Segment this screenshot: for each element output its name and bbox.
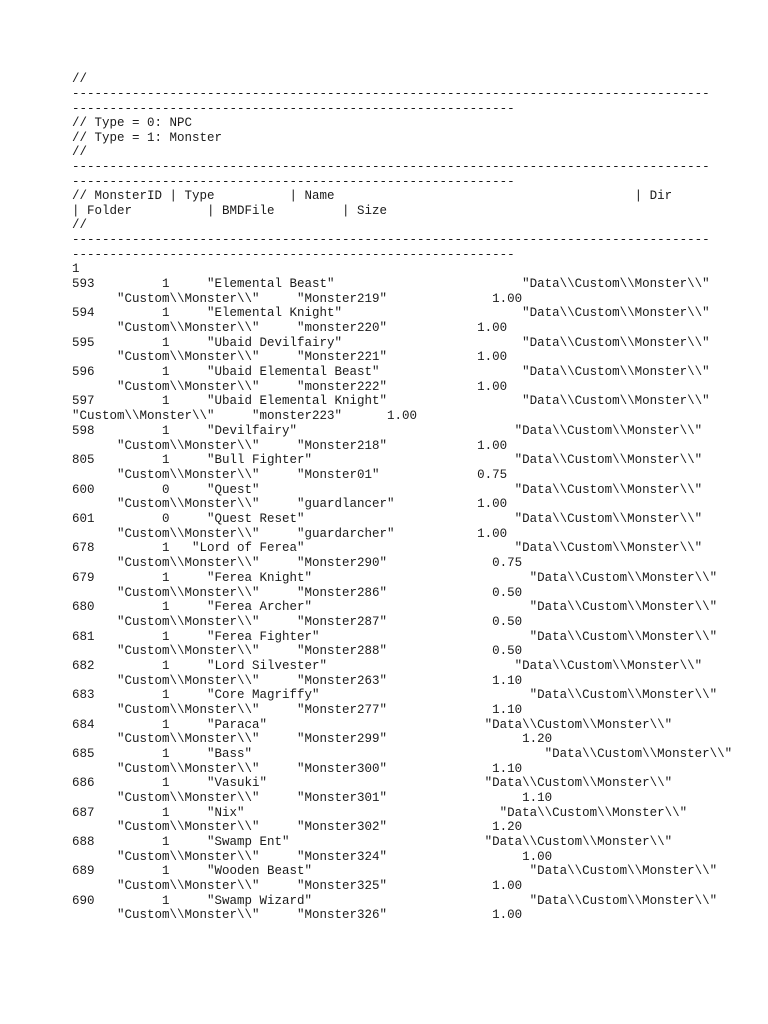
monster-row-line: 805 1 "Bull Fighter" "Data\\Custom\\Monster\\" [72, 453, 703, 467]
separator-line: ------------------------------------------------------------------------------------- [72, 233, 710, 247]
separator-line: ----------------------------------------------------------- [72, 175, 515, 189]
monster-row-line: "Custom\\Monster\\" "Monster288" 0.50 [72, 644, 523, 658]
monster-row-line: 683 1 "Core Magriffy" "Data\\Custom\\Monster\\" [72, 688, 718, 702]
monster-row-line: 679 1 "Ferea Knight" "Data\\Custom\\Monster\\" [72, 571, 718, 585]
monster-row-line: "Custom\\Monster\\" "guardarcher" 1.00 [72, 527, 508, 541]
monster-row-line: 678 1 "Lord of Ferea" "Data\\Custom\\Monster\\" [72, 541, 703, 555]
comment-line: // [72, 218, 88, 232]
monster-row-line: 680 1 "Ferea Archer" "Data\\Custom\\Monster\\" [72, 600, 718, 614]
monster-row-line: "Custom\\Monster\\" "Monster290" 0.75 [72, 556, 523, 570]
separator-line: ------------------------------------------------------------------------------------- [72, 87, 710, 101]
monster-row-line: "Custom\\Monster\\" "Monster301" 1.10 [72, 791, 553, 805]
monster-row-line: "Custom\\Monster\\" "Monster287" 0.50 [72, 615, 523, 629]
monster-row-line: 681 1 "Ferea Fighter" "Data\\Custom\\Monster\\" [72, 630, 718, 644]
monster-row-line: 601 0 "Quest Reset" "Data\\Custom\\Monster\\" [72, 512, 703, 526]
monster-row-line: "Custom\\Monster\\" "Monster300" 1.10 [72, 762, 523, 776]
monster-row-line: 682 1 "Lord Silvester" "Data\\Custom\\Monster\\" [72, 659, 703, 673]
monster-row-line: "Custom\\Monster\\" "monster220" 1.00 [72, 321, 508, 335]
monster-row-line: "Custom\\Monster\\" "Monster218" 1.00 [72, 439, 508, 453]
monster-row-line: "Custom\\Monster\\" "Monster286" 0.50 [72, 586, 523, 600]
monster-row-line: "Custom\\Monster\\" "Monster221" 1.00 [72, 350, 508, 364]
monster-row-line: 686 1 "Vasuki" "Data\\Custom\\Monster\\" [72, 776, 673, 790]
monster-row-line: 688 1 "Swamp Ent" "Data\\Custom\\Monster\\" [72, 835, 673, 849]
monster-row-line: 690 1 "Swamp Wizard" "Data\\Custom\\Monster\\" [72, 894, 718, 908]
comment-line: // [72, 145, 88, 159]
column-header-line: | Folder | BMDFile | Size [72, 204, 388, 218]
column-header-line: // MonsterID | Type | Name | Dir [72, 189, 673, 203]
section-number: 1 [72, 262, 80, 276]
monster-row-line: 689 1 "Wooden Beast" "Data\\Custom\\Monster\\" [72, 864, 718, 878]
separator-line: ------------------------------------------------------------------------------------- [72, 160, 710, 174]
type-monster-comment: // Type = 1: Monster [72, 131, 223, 145]
monster-row-line: 598 1 "Devilfairy" "Data\\Custom\\Monster\\" [72, 424, 703, 438]
monster-row-line: 596 1 "Ubaid Elemental Beast" "Data\\Custom\\Monster\\" [72, 365, 710, 379]
monster-row-line: 595 1 "Ubaid Devilfairy" "Data\\Custom\\Monster\\" [72, 336, 710, 350]
monster-row-line: 684 1 "Paraca" "Data\\Custom\\Monster\\" [72, 718, 673, 732]
monster-row-line: "Custom\\Monster\\" "monster223" 1.00 [72, 409, 418, 423]
monster-row-line: "Custom\\Monster\\" "monster222" 1.00 [72, 380, 508, 394]
monster-row-line: "Custom\\Monster\\" "Monster325" 1.00 [72, 879, 523, 893]
monster-row-line: 685 1 "Bass" "Data\\Custom\\Monster\\" [72, 747, 733, 761]
monster-row-line: 593 1 "Elemental Beast" "Data\\Custom\\Monster\\" [72, 277, 710, 291]
type-npc-comment: // Type = 0: NPC [72, 116, 193, 130]
separator-line: ----------------------------------------------------------- [72, 102, 515, 116]
comment-line: // [72, 72, 88, 86]
monster-row-line: "Custom\\Monster\\" "Monster01" 0.75 [72, 468, 508, 482]
monster-row-line: 594 1 "Elemental Knight" "Data\\Custom\\Monster\\" [72, 306, 710, 320]
monster-row-line: "Custom\\Monster\\" "Monster302" 1.20 [72, 820, 523, 834]
monster-row-line: "Custom\\Monster\\" "guardlancer" 1.00 [72, 497, 508, 511]
separator-line: ----------------------------------------------------------- [72, 248, 515, 262]
monster-row-line: "Custom\\Monster\\" "Monster299" 1.20 [72, 732, 553, 746]
monster-row-line: "Custom\\Monster\\" "Monster219" 1.00 [72, 292, 523, 306]
monster-row-line: 687 1 "Nix" "Data\\Custom\\Monster\\" [72, 806, 688, 820]
monster-row-line: "Custom\\Monster\\" "Monster326" 1.00 [72, 908, 523, 922]
monster-row-line: "Custom\\Monster\\" "Monster263" 1.10 [72, 674, 523, 688]
monster-row-line: 597 1 "Ubaid Elemental Knight" "Data\\Custom\\Monster\\" [72, 394, 710, 408]
monster-row-line: 600 0 "Quest" "Data\\Custom\\Monster\\" [72, 483, 703, 497]
monster-row-line: "Custom\\Monster\\" "Monster277" 1.10 [72, 703, 523, 717]
monster-row-line: "Custom\\Monster\\" "Monster324" 1.00 [72, 850, 553, 864]
